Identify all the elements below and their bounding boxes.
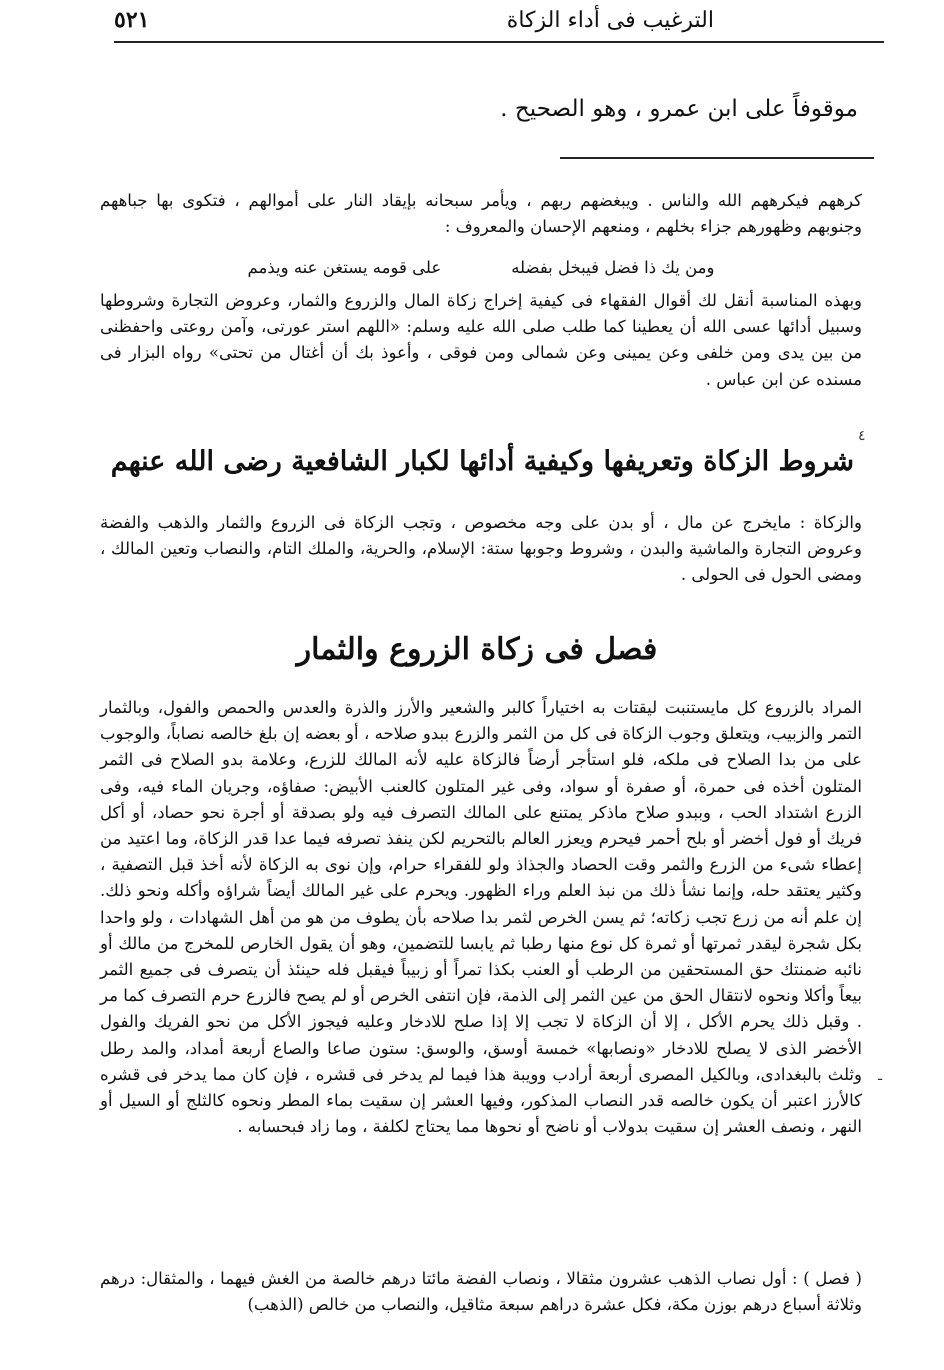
page-header bbox=[114, 2, 884, 38]
section-heading-2: فصل فى زكاة الزروع والثمار bbox=[296, 632, 658, 667]
paragraph-4: المراد بالزروع كل مايستنبت ليقتات به اختياراً كالبر والشعير والأرز والذرة والعدس والحمص والفول، وبالثمار التمر والزبيب، ويتعلق وجوب الزكاة فى كل من الثمر والزرع ببدو صلاحه ، أو بعضه إن بلغ خالصه نصاباً، والوجوب على من بدا الصلاح فى ملكه، فلو استأجر أرضاً فالزكاة عليه لأنه المالك للزرع، وعلامة بدو الصلاح فى الثمر المتلون أخذه فى حمرة، أو صفرة أو سواد، وفى غير المتلون كالعنب الأبيض: صفاؤه، وجريان الماء فيه، وفى الزرع اشتداد الحب ، وببدو صلاح ماذكر يمتنع على المالك التصرف فيه ولو بصدقة أو أجرة نحو حصاد، أو أكل فريك أو فول أخضر أو بلح أحمر فيحرم ويعزر العالم بالتحريم لكن ينفذ تصرفه فيما عدا قدر الزكاة، وما اعتيد من إعطاء شىء من الزرع والثمر وقت الحصاد والجذاذ ولو للفقراء حرام، وإن نوى به الزكاة لأنه أخذ قبل التصفية ، وكثير يعتقد حله، وإنما نشأ ذلك من نبذ العلم وراء الظهور. ويحرم على غير المالك أيضاً شراؤه وأكله ونحو ذلك. إن علم أنه من زرع تجب زكاته؛ ثم يسن الخرص لثمر بدا صلاحه بأن يطوف من هو من أهل الشهادات ، ولو واحدا بكل شجرة ليقدر ثمرتها أو ثمرة كل نوع منها رطبا ثم يابسا للتضمين، وهو أن يقول الخارص للمخرج من مالك أو نائبه ضمنتك حق المستحقين من الرطب أو العنب بكذا تمراً أو زبيباً فيقبل فله حينئذ أن يتصرف فى جميع الثمر بيعاً وأكلا ونحوه لانتقال الحق من عين الثمر إلى الذمة، فإن انتفى الخرص أو لم يصح فالزرع حرم التصرف كما مر . وقبل ذلك يحرم الأكل ، إلا أن الزكاة لا تجب إلا إذا صلح للادخار وعليه فيجوز الأكل من نحو الفريك والفول الأخضر الذى لا يصلح للادخار «ونصابها» خمسة أوسق، والوسق: ستون صاعا والصاع أربعة أمداد، والمد رطل وثلث بالبغدادى، وبالكيل المصرى أربعة أرادب وويبة هذا فيما لم يدخر فى قشره ، فإن كان مما يدخر فى قشره كالأرز اعتبر أن يكون خالصه قدر النصاب المذكور، وفيها العشر إن سقيت بماء المطر ونحوه كالثلج أو السيل أو النهر ، ونصف العشر إن سقيت بدولاب أو ناضح أو نحوها مما يحتاج لكلفة ، وما زاد فبحسابه . bbox=[100, 698, 862, 1137]
poem-hemistich-2: على قومه يستغن عنه ويذمم bbox=[247, 258, 442, 277]
left-margin-mark: ـ bbox=[878, 1068, 883, 1084]
paragraph-3: والزكاة : مايخرج عن مال ، أو بدن على وجه مخصوص ، وتجب الزكاة فى الزروع والثمار والذهب والفضة وعروض التجارة والماشية والبدن ، وشروط وجوبها ستة: الإسلام، والحرية، والملك التام، والنصاب وتعين المالك ، ومضى الحول فى الحولى . bbox=[100, 513, 862, 585]
footnote-continuation: موقوفاً على ابن عمرو ، وهو الصحيح . bbox=[500, 96, 858, 122]
section-heading-1: شروط الزكاة وتعريفها وكيفية أدائها لكبار الشافعية رضى الله عنهم bbox=[110, 446, 854, 477]
footnote-separator bbox=[560, 157, 874, 159]
page-number: ٥٢١ bbox=[114, 7, 150, 33]
header-rule bbox=[114, 41, 884, 43]
poem-verse bbox=[100, 258, 862, 278]
paragraph-1: كرههم فيكرههم الله والناس . ويبغضهم ربهم ، ويأمر سبحانه بإيقاد النار على أموالهم ، فتكوى بها جباههم وجنوبهم وظهورهم جزاء بخلهم ، ومنعهم الإحسان والمعروف : bbox=[100, 191, 862, 237]
heading-margin-mark: ٤ bbox=[858, 428, 866, 444]
paragraph-5: ( فصل ) : أول نصاب الذهب عشرون مثقالا ، ونصاب الفضة مائتا درهم خالصة من الغش فيهما ، والمثقال: درهم وثلاثة أسباع درهم بوزن مكة، فكل عشرة دراهم سبعة مثاقيل، والنصاب من خالص (الذهب) bbox=[100, 1269, 862, 1315]
paragraph-2: وبهذه المناسبة أنقل لك أقوال الفقهاء فى كيفية إخراج زكاة المال والزروع والثمار، وعروض التجارة وشروطها وسبيل أدائها عسى الله أن يعطينا كما طلب صلى الله عليه وسلم: «اللهم استر عورتى، وآمن روعتى واحفظنى من بين يدى ومن خلفى وعن يمينى وعن شمالى ومن فوقى ، وأعوذ بك أن أغتال من تحتى» رواه البزار فى مسنده عن ابن عباس . bbox=[100, 291, 862, 389]
running-title: الترغيب فى أداء الزكاة bbox=[506, 7, 714, 33]
poem-hemistich-1: ومن يك ذا فضل فيبخل بفضله bbox=[511, 258, 715, 277]
